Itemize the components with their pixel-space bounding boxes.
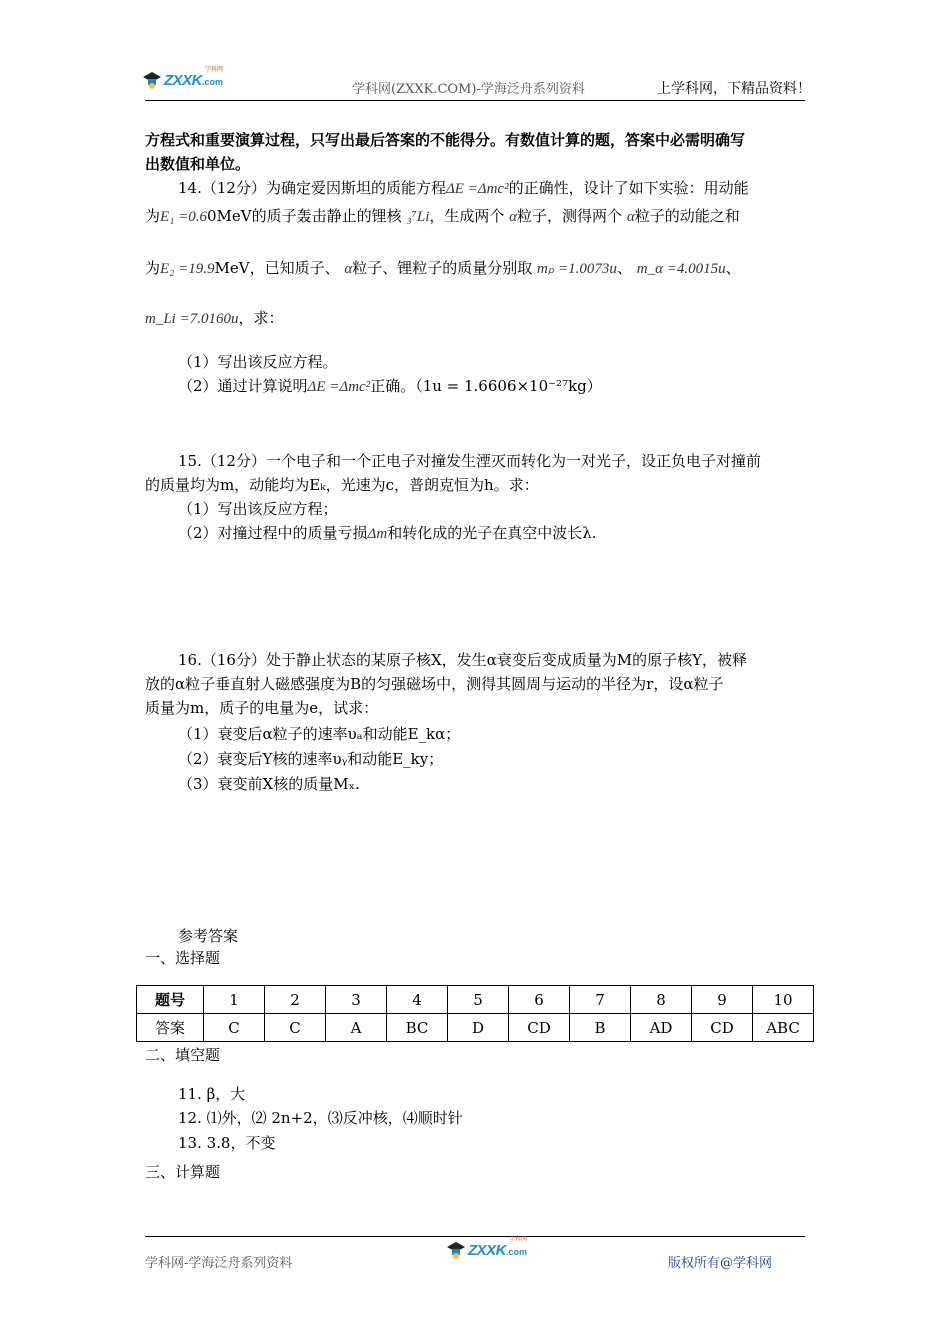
answer-cell: B (570, 1014, 631, 1042)
q14-line-1: 14.（12分）为确定爱因斯坦的质能方程ΔE =Δmc²的正确性，设计了如下实验：用动能 (178, 179, 749, 197)
answer-13: 13. 3.8，不变 (178, 1134, 276, 1152)
logo-text: ZXXK (164, 72, 203, 89)
q15-part-1: （1）写出该反应方程； (178, 500, 338, 518)
table-row (137, 986, 814, 1014)
question-number: 7 (570, 986, 631, 1014)
section-calc: 三、计算题 (145, 1163, 221, 1181)
q15-part-2: （2）对撞过程中的质量亏损Δm和转化成的光子在真空中波长λ. (178, 524, 597, 542)
footer-left-text: 学科网-学海泛舟系列资料 (145, 1256, 293, 1271)
q14-line-3: 为E₂ =19.9MeV，已知质子、 α粒子、锂粒子的质量分别取 mₚ =1.0073u、 m_α =4.0015u、 (145, 259, 741, 277)
q16-line-3: 质量为m，质子的电量为e，试求： (145, 699, 379, 717)
lithium-nucleus: ₃⁷Li (406, 209, 430, 225)
section-choice: 一、选择题 (145, 949, 221, 967)
header-center-text: 学科网(ZXXK.COM)-学海泛舟系列资料 (352, 82, 585, 97)
answer-cell: AD (631, 1014, 692, 1042)
answers-title: 参考答案 (178, 927, 239, 945)
answer-table (136, 985, 814, 1042)
answer-cell: A (326, 1014, 387, 1042)
logo-tag: 学科网 (205, 67, 224, 73)
graduation-cap-icon (142, 71, 162, 89)
question-number: 2 (265, 986, 326, 1014)
q14-part-2: （2）通过计算说明ΔE =Δmc²正确。（1u = 1.6606×10⁻²⁷kg） (178, 377, 602, 395)
question-number: 9 (692, 986, 753, 1014)
answer-cell: CD (509, 1014, 570, 1042)
answer-cell: C (204, 1014, 265, 1042)
question-number: 6 (509, 986, 570, 1014)
q16-line-2: 放的α粒子垂直射人磁感强度为B的匀强磁场中，测得其圆周与运动的半径为r，设α粒子 (145, 675, 724, 693)
mass-energy-equation: ΔE =Δmc² (445, 181, 509, 197)
graduation-cap-icon (446, 1241, 466, 1259)
q14-part-1: （1）写出该反应方程。 (178, 353, 338, 371)
q16-part-3: （3）衰变前X核的质量Mₓ. (178, 775, 360, 793)
q15-line-2: 的质量均为m，动能均为Eₖ，光速为c，普朗克恒为h。求： (145, 476, 539, 494)
question-number: 1 (204, 986, 265, 1014)
answer-12: 12. ⑴外，⑵ 2n+2，⑶反冲核，⑷顺时针 (178, 1109, 463, 1127)
intro-line-1: 方程式和重要演算过程，只写出最后答案的不能得分。有数值计算的题，答案中必需明确写 (145, 131, 746, 149)
table-row (137, 1014, 814, 1042)
question-number: 3 (326, 986, 387, 1014)
question-number: 8 (631, 986, 692, 1014)
answer-cell: CD (692, 1014, 753, 1042)
header-rule (145, 100, 805, 101)
section-fill: 二、填空题 (145, 1046, 221, 1064)
question-number: 5 (448, 986, 509, 1014)
header-right-text: 上学科网，下精品资料！ (657, 81, 811, 97)
table-header-label: 题号 (137, 986, 204, 1014)
footer-logo: ZXXK.com 学科网 (446, 1240, 527, 1259)
answer-cell: D (448, 1014, 509, 1042)
question-number: 10 (753, 986, 814, 1014)
table-answer-label: 答案 (137, 1014, 204, 1042)
q16-part-2: （2）衰变后Y核的速率υᵧ和动能E_ky； (178, 750, 444, 768)
q15-line-1: 15.（12分）一个电子和一个正电子对撞发生湮灭而转化为一对光子，设正负电子对撞前 (178, 452, 761, 470)
intro-line-2: 出数值和单位。 (145, 155, 251, 173)
q14-line-2: 为E₁ =0.60MeV的质子轰击静止的锂核 ₃⁷Li，生成两个 α粒子，测得两个 α粒子的动能之和 (145, 207, 740, 225)
q14-line-4: m_Li =7.0160u，求： (145, 309, 284, 327)
answer-cell: C (265, 1014, 326, 1042)
header-logo (142, 67, 224, 89)
question-number: 4 (387, 986, 448, 1014)
footer-right-text: 版权所有@学科网 (668, 1256, 773, 1271)
footer-rule (145, 1236, 805, 1237)
answer-cell: BC (387, 1014, 448, 1042)
logo-domain: .com (202, 77, 224, 87)
answer-cell: ABC (753, 1014, 814, 1042)
q16-line-1: 16.（16分）处于静止状态的某原子核X，发生α衰变后变成质量为M的原子核Y，被释 (178, 651, 748, 669)
answer-11: 11. β，大 (178, 1085, 246, 1103)
q16-part-1: （1）衰变后α粒子的速率υₐ和动能E_kα； (178, 725, 461, 743)
